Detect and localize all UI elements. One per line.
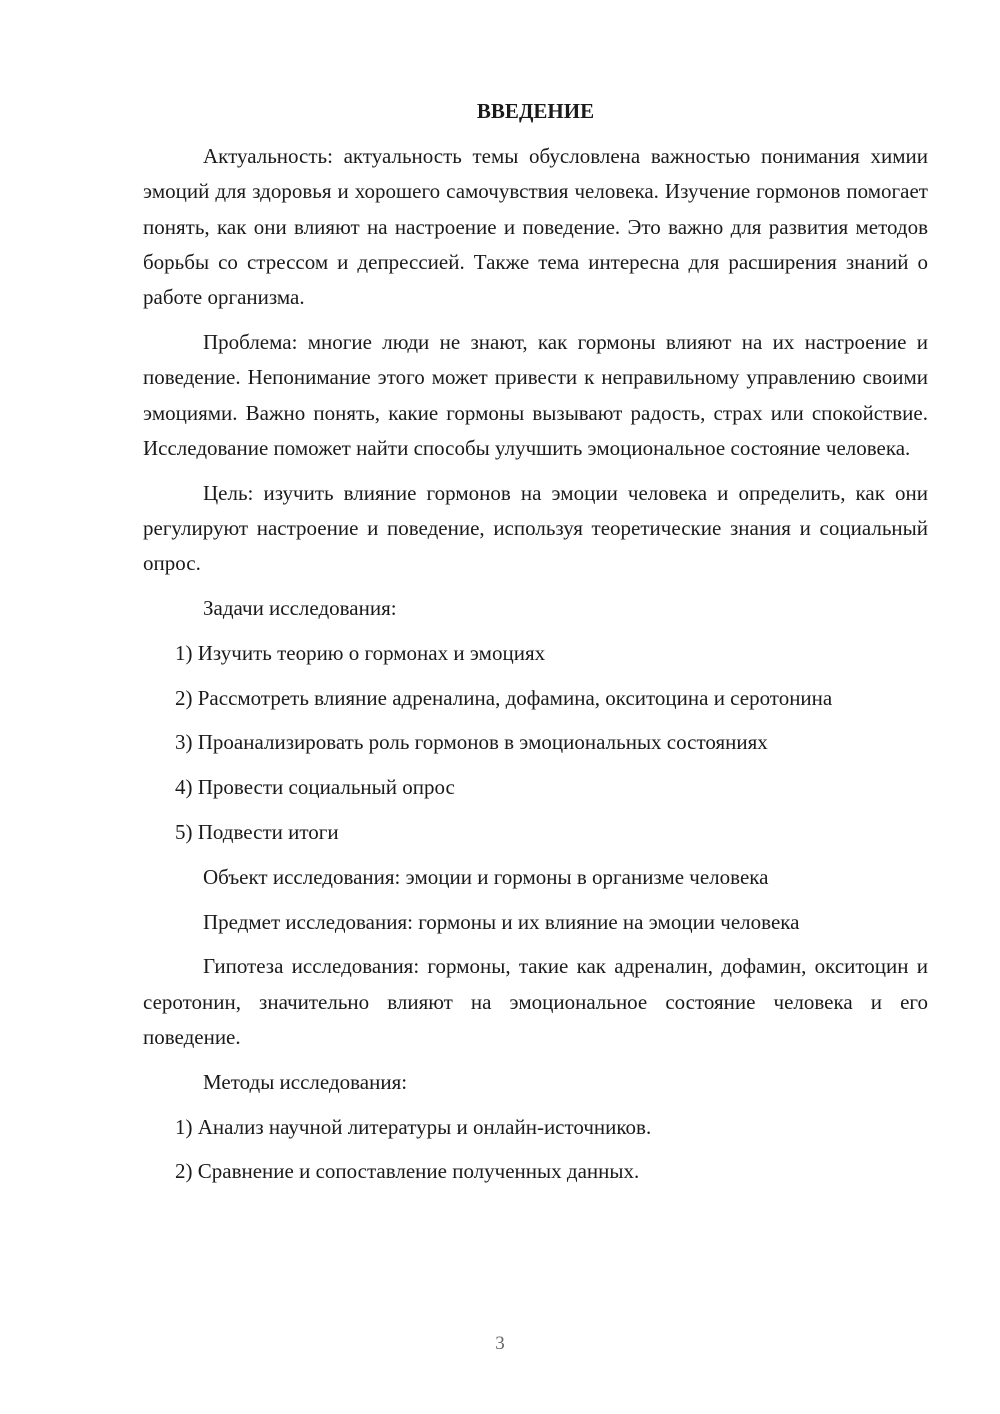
methods-heading: Методы исследования: [203,1069,408,1094]
document-page [143,94,928,1199]
actuality-paragraph: Актуальность: актуальность темы обусловлена важностью понимания химии эмоций для здоровья и хорошего самочувствия человека. Изучение гормонов помогает понять, как они влияют на настроение и поведение. Это важно для развития методов борьбы со стрессом и депрессией. Также тема интересна для расширения знаний о работе организма. [143,144,928,310]
section-heading: ВВЕДЕНИЕ [476,99,595,123]
page-number: 3 [495,1333,505,1354]
task-item: 1) Изучить теорию о гормонах и эмоциях [175,640,546,665]
task-item: 5) Подвести итоги [175,820,339,845]
hypothesis-paragraph: Гипотеза исследования: гормоны, такие как адреналин, дофамин, окситоцин и серотонин, значительно влияют на эмоциональное состояние человека и его поведение. [143,954,928,1050]
problem-paragraph: Проблема: многие люди не знают, как гормоны влияют на их настроение и поведение. Непонимание этого может привести к неправильному управлению своими эмоциями. Важно понять, какие гормоны вызывают радость, страх или спокойствие. Исследование поможет найти способы улучшить эмоциональное состояние человека. [143,329,928,460]
task-item: 4) Провести социальный опрос [175,775,455,800]
subject-line: Предмет исследования: гормоны и их влияние на эмоции человека [203,909,800,934]
task-item: 2) Рассмотреть влияние адреналина, дофамина, окситоцина и серотонина [175,685,833,710]
method-item: 2) Сравнение и сопоставление полученных данных. [175,1159,640,1184]
goal-paragraph: Цель: изучить влияние гормонов на эмоции человека и определить, как они регулируют настроение и поведение, используя теоретические знания и социальный опрос. [143,480,928,576]
object-line: Объект исследования: эмоции и гормоны в организме человека [203,864,769,889]
task-item: 3) Проанализировать роль гормонов в эмоциональных состояниях [175,730,768,755]
tasks-heading: Задачи исследования: [203,596,397,621]
method-item: 1) Анализ научной литературы и онлайн-источников. [175,1114,652,1139]
